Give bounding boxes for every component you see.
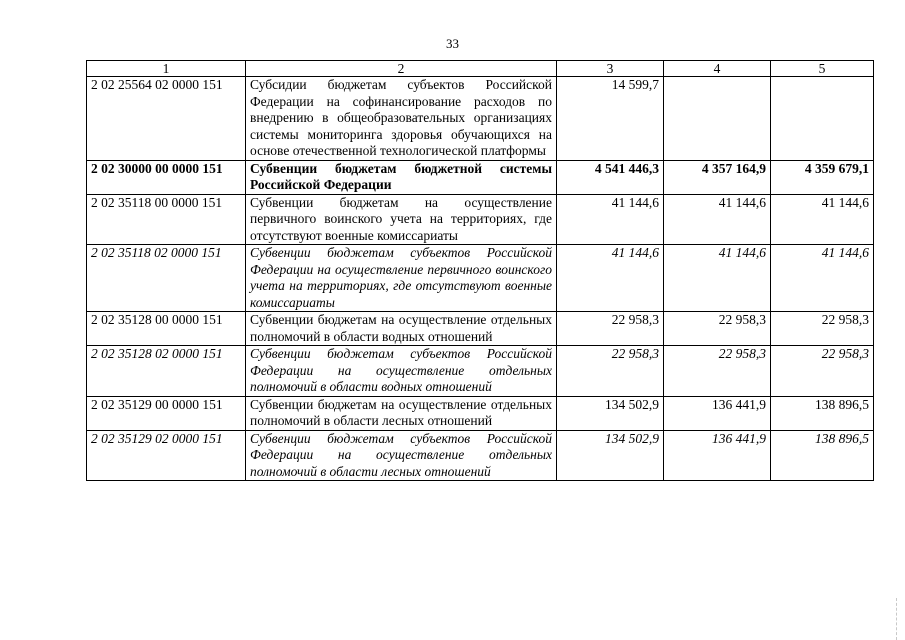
budget-code: 2 02 25564 02 0000 151 [87, 77, 246, 161]
row-description: Субвенции бюджетам субъектов Российской Федерации на осуществление отдельных полномочий в области лесных отношений [246, 430, 557, 481]
amount-col5: 41 144,6 [771, 245, 874, 312]
row-description: Субвенции бюджетам на осуществление отдельных полномочий в области лесных отношений [246, 396, 557, 430]
amount-col4: 22 958,3 [664, 312, 771, 346]
amount-col3: 41 144,6 [557, 245, 664, 312]
amount-col3: 41 144,6 [557, 194, 664, 245]
table-row [87, 346, 874, 397]
amount-col5: 4 359 679,1 [771, 160, 874, 194]
budget-code: 2 02 30000 00 0000 151 [87, 160, 246, 194]
budget-code: 2 02 35129 02 0000 151 [87, 430, 246, 481]
amount-col4: 4 357 164,9 [664, 160, 771, 194]
amount-col4: 41 144,6 [664, 245, 771, 312]
amount-col5: 138 896,5 [771, 396, 874, 430]
table-row [87, 396, 874, 430]
table-row [87, 160, 874, 194]
amount-col4: 136 441,9 [664, 396, 771, 430]
budget-code: 2 02 35129 00 0000 151 [87, 396, 246, 430]
amount-col4: 41 144,6 [664, 194, 771, 245]
table-header-row [87, 61, 874, 77]
column-header-3: 3 [557, 61, 664, 77]
column-header-5: 5 [771, 61, 874, 77]
table-row [87, 245, 874, 312]
amount-col3: 4 541 446,3 [557, 160, 664, 194]
amount-col5: 22 958,3 [771, 346, 874, 397]
amount-col5 [771, 77, 874, 161]
amount-col5: 41 144,6 [771, 194, 874, 245]
row-description: Субвенции бюджетам на осуществление отдельных полномочий в области водных отношений [246, 312, 557, 346]
budget-code: 2 02 35118 02 0000 151 [87, 245, 246, 312]
table-row [87, 430, 874, 481]
amount-col4 [664, 77, 771, 161]
table-row [87, 194, 874, 245]
amount-col4: 22 958,3 [664, 346, 771, 397]
amount-col3: 14 599,7 [557, 77, 664, 161]
column-header-2: 2 [246, 61, 557, 77]
scan-edge-marks [896, 598, 899, 640]
row-description: Субвенции бюджетам субъектов Российской Федерации на осуществление первичного воинского учета на территориях, где отсутствуют военные комиссариаты [246, 245, 557, 312]
column-header-4: 4 [664, 61, 771, 77]
row-description: Субвенции бюджетам бюджетной системы Российской Федерации [246, 160, 557, 194]
amount-col3: 22 958,3 [557, 346, 664, 397]
table-row [87, 77, 874, 161]
row-description: Субвенции бюджетам на осуществление первичного воинского учета на территориях, где отсутствуют военные комиссариаты [246, 194, 557, 245]
budget-code: 2 02 35118 00 0000 151 [87, 194, 246, 245]
page-number: 33 [446, 36, 459, 51]
budget-code: 2 02 35128 00 0000 151 [87, 312, 246, 346]
budget-table [86, 60, 874, 481]
budget-code: 2 02 35128 02 0000 151 [87, 346, 246, 397]
amount-col3: 22 958,3 [557, 312, 664, 346]
amount-col3: 134 502,9 [557, 430, 664, 481]
amount-col5: 22 958,3 [771, 312, 874, 346]
column-header-1: 1 [87, 61, 246, 77]
amount-col3: 134 502,9 [557, 396, 664, 430]
row-description: Субсидии бюджетам субъектов Российской Федерации на софинансирование расходов по внедрению в общеобразовательных организациях системы мониторинга здоровья обучающихся на основе отечественной технологической платформы [246, 77, 557, 161]
amount-col4: 136 441,9 [664, 430, 771, 481]
row-description: Субвенции бюджетам субъектов Российской Федерации на осуществление отдельных полномочий в области водных отношений [246, 346, 557, 397]
amount-col5: 138 896,5 [771, 430, 874, 481]
table-row [87, 312, 874, 346]
